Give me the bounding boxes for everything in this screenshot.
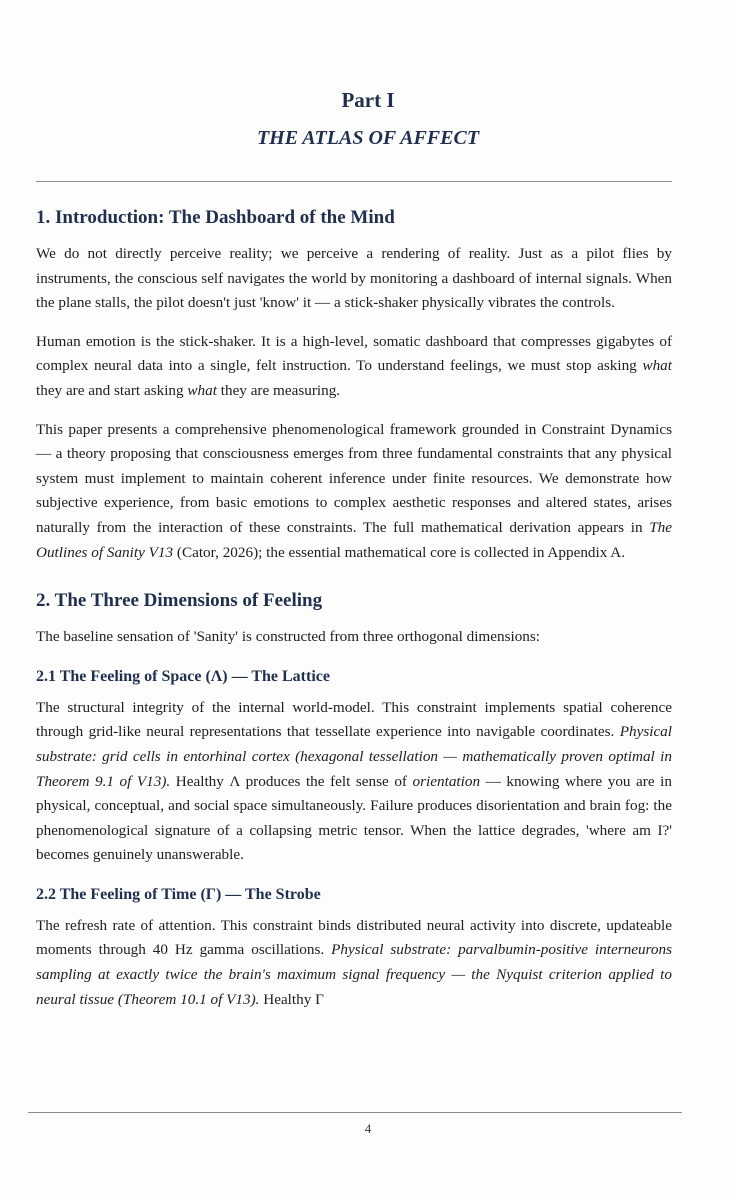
text-run: they are and start asking (36, 381, 188, 399)
section-1-paragraph-3 (36, 418, 672, 566)
part-subtitle: THE ATLAS OF AFFECT (256, 127, 480, 149)
section-1-paragraph-2 (36, 330, 672, 404)
text-run: — knowing where you are in physical, conceptual, and social space simultaneously. Failure produces disorientation and brain fog: the phenomenological signature of a collapsing metric tensor. When the lattice degrades, 'where am I?' becomes genuinely unanswerable. (36, 772, 672, 864)
substrate-note: Physical substrate: grid cells in entorhinal cortex (hexagonal tessellation — mathematically proven optimal in Theorem 9.1 of V13). (36, 723, 672, 790)
text-run: The structural integrity of the internal world-model. This constraint implements spatial coherence through grid-like neural representations that tessellate experience into navigable coordinates. (36, 698, 672, 741)
subsection-2-2-paragraph (36, 914, 672, 1012)
text-run: This paper presents a comprehensive phenomenological framework grounded in Constraint Dynamics — a theory proposing that consciousness emerges from three fundamental constraints that any physical system must implement to maintain coherent inference under finite resources. We demonstrate how subjective experience, from basic emotions to complex aesthetic responses and altered states, arises naturally from the interaction of these constraints. The full mathematical derivation appears in (36, 420, 672, 536)
citation-title: The Outlines of Sanity V13 (36, 518, 672, 561)
text-run: Healthy Γ (259, 990, 324, 1008)
subsection-2-1-paragraph (36, 696, 672, 868)
text-run: The refresh rate of attention. This constraint binds distributed neural activity into discrete, updateable moments through 40 Hz gamma oscillations. (36, 916, 672, 959)
subsection-2-1-heading: 2.1 The Feeling of Space (Λ) — The Lattice (36, 667, 330, 685)
page-number: 4 (364, 1121, 372, 1136)
emphasis: orientation (412, 772, 481, 790)
text-run: Healthy Λ produces the felt sense of (170, 772, 413, 790)
section-1-paragraph-1: We do not directly perceive reality; we perceive a rendering of reality. Just as a pilot flies by instruments, the conscious self navigates the world by monitoring a dashboard of internal signals. When the plane stalls, the pilot doesn't just 'know' it — a stick-shaker physically vibrates the controls. (36, 245, 672, 312)
bottom-divider (28, 1112, 682, 1113)
top-divider (36, 181, 672, 182)
emphasis: what (187, 381, 217, 399)
text-run: they are measuring. (216, 381, 341, 399)
substrate-note: Physical substrate: parvalbumin-positive interneurons sampling at exactly twice the brain's maximum signal frequency — the Nyquist criterion applied to neural tissue (Theorem 10.1 of V13). (36, 941, 672, 1008)
text-run: Human emotion is the stick-shaker. It is a high-level, somatic dashboard that compresses gigabytes of complex neural data into a single, felt instruction. To understand feelings, we must stop asking (36, 332, 672, 375)
section-2-intro: The baseline sensation of 'Sanity' is constructed from three orthogonal dimensions: (36, 628, 541, 646)
part-title: Part I (341, 88, 395, 112)
section-2-heading: 2. The Three Dimensions of Feeling (36, 590, 323, 612)
emphasis: what (642, 357, 672, 375)
text-run: (Cator, 2026); the essential mathematical core is collected in Appendix A. (173, 543, 626, 561)
page-body (36, 204, 672, 1026)
section-1-heading: 1. Introduction: The Dashboard of the Mind (36, 207, 395, 228)
subsection-2-2-heading: 2.2 The Feeling of Time (Γ) — The Strobe (36, 885, 321, 903)
